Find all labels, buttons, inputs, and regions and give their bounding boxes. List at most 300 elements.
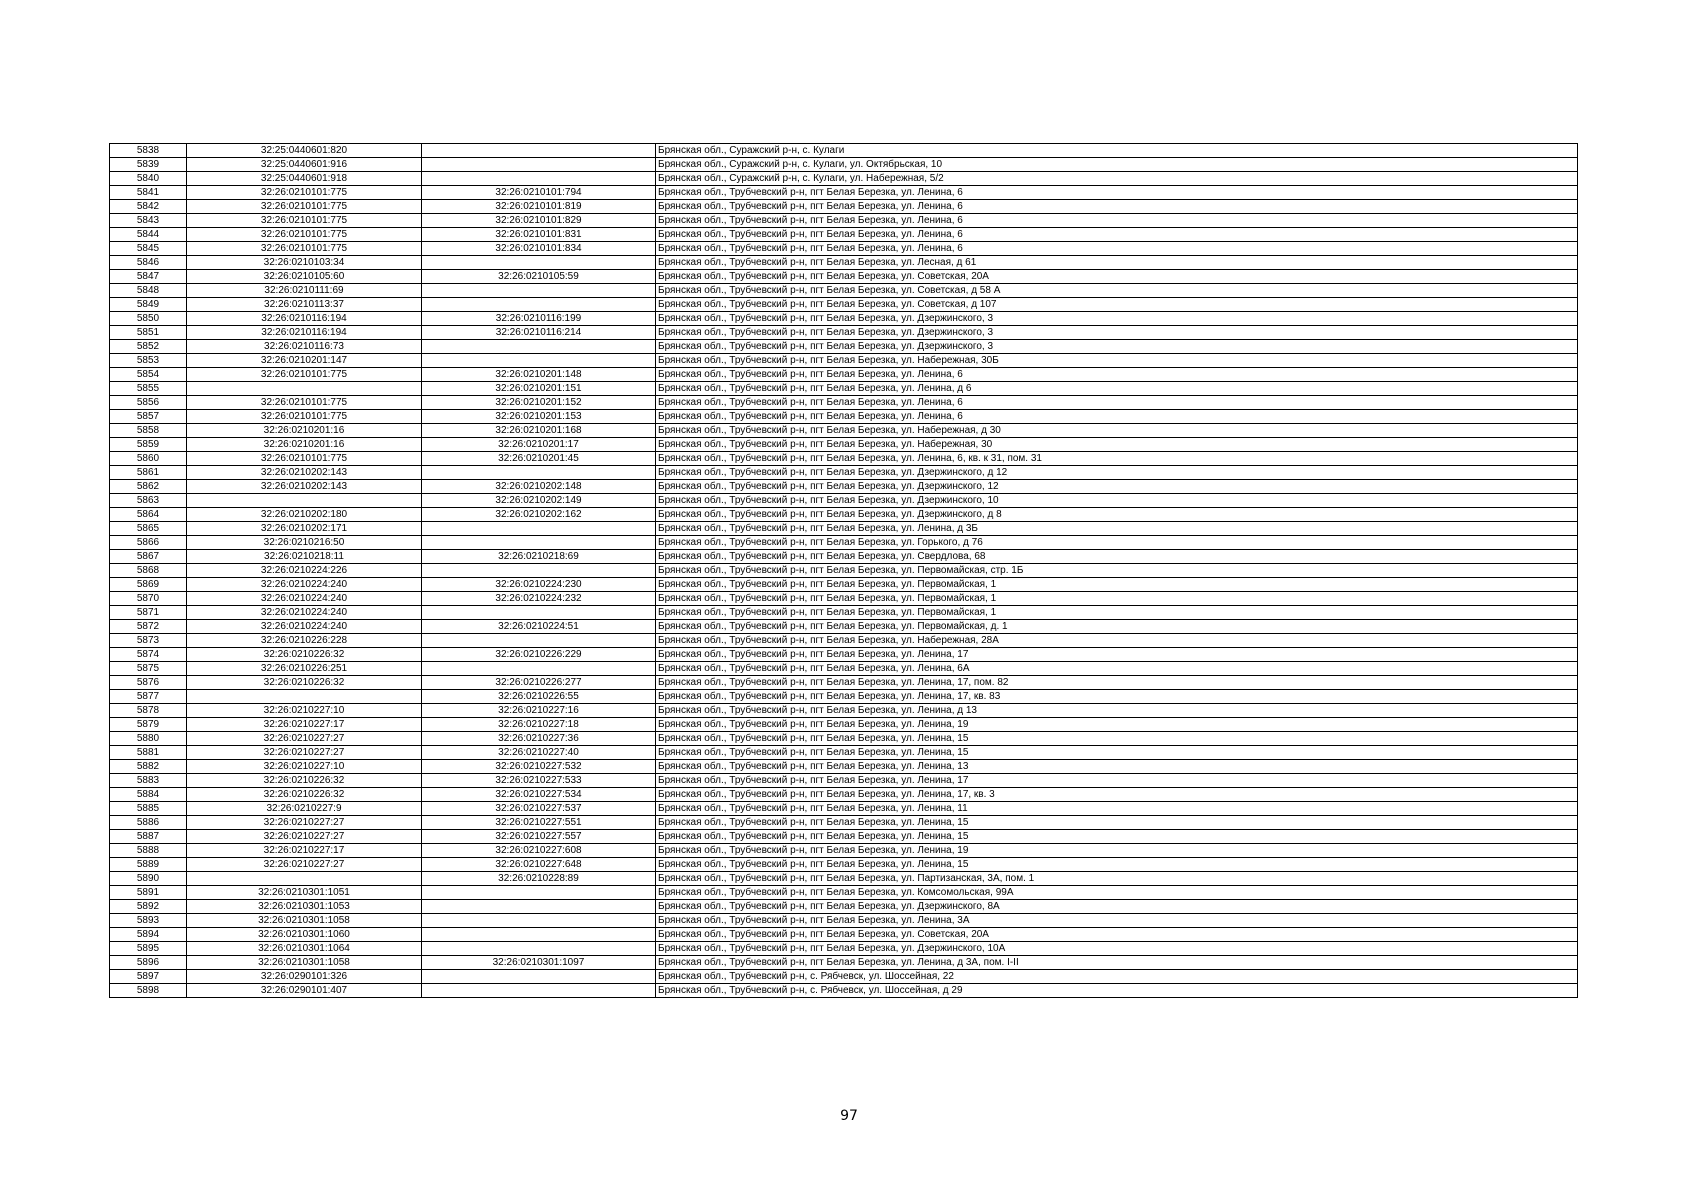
address-cell: Брянская обл., Трубчевский р-н, пгт Белая Березка, ул. Первомайская, 1 xyxy=(656,578,1578,592)
row-number-cell: 5838 xyxy=(110,144,187,158)
address-cell: Брянская обл., Трубчевский р-н, пгт Белая Березка, ул. Ленина, 15 xyxy=(656,858,1578,872)
table-row xyxy=(110,242,1578,256)
address-cell: Брянская обл., Трубчевский р-н, пгт Белая Березка, ул. Ленина, 17, кв. 3 xyxy=(656,788,1578,802)
row-number-cell: 5868 xyxy=(110,564,187,578)
table-row xyxy=(110,270,1578,284)
table-row xyxy=(110,312,1578,326)
address-cell: Брянская обл., Трубчевский р-н, пгт Белая Березка, ул. Набережная, 28А xyxy=(656,634,1578,648)
address-cell: Брянская обл., Трубчевский р-н, пгт Белая Березка, ул. Свердлова, 68 xyxy=(656,550,1578,564)
parent-cadastral-number-cell: 32:26:0210201:153 xyxy=(422,410,656,424)
cadastral-number-cell: 32:26:0210301:1051 xyxy=(187,886,422,900)
table-row xyxy=(110,214,1578,228)
table-body xyxy=(110,144,1578,998)
parent-cadastral-number-cell: 32:26:0210227:533 xyxy=(422,774,656,788)
parent-cadastral-number-cell xyxy=(422,144,656,158)
cadastral-number-cell: 32:26:0210201:16 xyxy=(187,438,422,452)
row-number-cell: 5843 xyxy=(110,214,187,228)
table-row xyxy=(110,942,1578,956)
cadastral-number-cell: 32:26:0210301:1060 xyxy=(187,928,422,942)
parent-cadastral-number-cell xyxy=(422,984,656,998)
cadastral-number-cell: 32:25:0440601:916 xyxy=(187,158,422,172)
table-row xyxy=(110,662,1578,676)
cadastral-number-cell: 32:26:0210224:240 xyxy=(187,592,422,606)
cadastral-number-cell: 32:26:0210301:1058 xyxy=(187,956,422,970)
table-row xyxy=(110,704,1578,718)
cadastral-number-cell: 32:26:0210202:180 xyxy=(187,508,422,522)
row-number-cell: 5886 xyxy=(110,816,187,830)
table-row xyxy=(110,886,1578,900)
row-number-cell: 5842 xyxy=(110,200,187,214)
table-row xyxy=(110,620,1578,634)
cadastral-number-cell: 32:26:0210226:251 xyxy=(187,662,422,676)
table-row xyxy=(110,438,1578,452)
table-row xyxy=(110,382,1578,396)
address-cell: Брянская обл., Трубчевский р-н, пгт Белая Березка, ул. Советская, д 107 xyxy=(656,298,1578,312)
cadastral-number-cell: 32:26:0210226:32 xyxy=(187,788,422,802)
address-cell: Брянская обл., Трубчевский р-н, пгт Белая Березка, ул. Дзержинского, 12 xyxy=(656,480,1578,494)
table-row xyxy=(110,410,1578,424)
parent-cadastral-number-cell xyxy=(422,942,656,956)
address-cell: Брянская обл., Трубчевский р-н, пгт Белая Березка, ул. Советская, 20А xyxy=(656,928,1578,942)
cadastral-number-cell: 32:26:0210202:143 xyxy=(187,466,422,480)
parent-cadastral-number-cell: 32:26:0210227:537 xyxy=(422,802,656,816)
row-number-cell: 5887 xyxy=(110,830,187,844)
address-cell: Брянская обл., Трубчевский р-н, пгт Белая Березка, ул. Ленина, 15 xyxy=(656,816,1578,830)
cadastral-number-cell: 32:26:0210116:194 xyxy=(187,312,422,326)
parent-cadastral-number-cell xyxy=(422,284,656,298)
row-number-cell: 5885 xyxy=(110,802,187,816)
cadastral-number-cell: 32:26:0210224:240 xyxy=(187,578,422,592)
cadastral-number-cell: 32:26:0210226:32 xyxy=(187,648,422,662)
row-number-cell: 5881 xyxy=(110,746,187,760)
address-cell: Брянская обл., Трубчевский р-н, пгт Белая Березка, ул. Ленина, 6А xyxy=(656,662,1578,676)
parent-cadastral-number-cell xyxy=(422,158,656,172)
row-number-cell: 5851 xyxy=(110,326,187,340)
cadastral-number-cell: 32:26:0210227:9 xyxy=(187,802,422,816)
parent-cadastral-number-cell xyxy=(422,298,656,312)
table-row xyxy=(110,354,1578,368)
parent-cadastral-number-cell: 32:26:0210226:277 xyxy=(422,676,656,690)
row-number-cell: 5857 xyxy=(110,410,187,424)
parent-cadastral-number-cell: 32:26:0210227:557 xyxy=(422,830,656,844)
cadastral-number-cell: 32:26:0210201:147 xyxy=(187,354,422,368)
table-row xyxy=(110,956,1578,970)
address-cell: Брянская обл., Суражский р-н, с. Кулаги, ул. Октябрьская, 10 xyxy=(656,158,1578,172)
cadastral-number-cell: 32:26:0210101:775 xyxy=(187,368,422,382)
row-number-cell: 5884 xyxy=(110,788,187,802)
address-cell: Брянская обл., Трубчевский р-н, пгт Белая Березка, ул. Ленина, 15 xyxy=(656,746,1578,760)
row-number-cell: 5883 xyxy=(110,774,187,788)
table-row xyxy=(110,914,1578,928)
row-number-cell: 5844 xyxy=(110,228,187,242)
cadastral-number-cell xyxy=(187,690,422,704)
table-row xyxy=(110,284,1578,298)
address-cell: Брянская обл., Трубчевский р-н, пгт Белая Березка, ул. Ленина, 17, кв. 83 xyxy=(656,690,1578,704)
cadastral-number-cell: 32:26:0290101:407 xyxy=(187,984,422,998)
address-cell: Брянская обл., Трубчевский р-н, пгт Белая Березка, ул. Комсомольская, 99А xyxy=(656,886,1578,900)
address-cell: Брянская обл., Трубчевский р-н, с. Рябчевск, ул. Шоссейная, д 29 xyxy=(656,984,1578,998)
parent-cadastral-number-cell: 32:26:0210101:819 xyxy=(422,200,656,214)
address-cell: Брянская обл., Трубчевский р-н, пгт Белая Березка, ул. Дзержинского, 10А xyxy=(656,942,1578,956)
row-number-cell: 5856 xyxy=(110,396,187,410)
address-cell: Брянская обл., Трубчевский р-н, пгт Белая Березка, ул. Ленина, д 3А, пом. I-II xyxy=(656,956,1578,970)
row-number-cell: 5852 xyxy=(110,340,187,354)
table-row xyxy=(110,368,1578,382)
cadastral-number-cell: 32:26:0210227:17 xyxy=(187,718,422,732)
table-row xyxy=(110,396,1578,410)
row-number-cell: 5876 xyxy=(110,676,187,690)
address-cell: Брянская обл., Трубчевский р-н, пгт Белая Березка, ул. Советская, 20А xyxy=(656,270,1578,284)
row-number-cell: 5895 xyxy=(110,942,187,956)
table-row xyxy=(110,900,1578,914)
address-cell: Брянская обл., Суражский р-н, с. Кулаги, ул. Набережная, 5/2 xyxy=(656,172,1578,186)
cadastral-number-cell: 32:26:0210101:775 xyxy=(187,214,422,228)
cadastral-number-cell xyxy=(187,872,422,886)
row-number-cell: 5882 xyxy=(110,760,187,774)
table-row xyxy=(110,802,1578,816)
table-row xyxy=(110,690,1578,704)
row-number-cell: 5850 xyxy=(110,312,187,326)
table-row xyxy=(110,550,1578,564)
cadastral-number-cell xyxy=(187,494,422,508)
table-row xyxy=(110,732,1578,746)
table-row xyxy=(110,466,1578,480)
cadastral-number-cell: 32:26:0210218:11 xyxy=(187,550,422,564)
address-cell: Брянская обл., Трубчевский р-н, пгт Белая Березка, ул. Ленина, 3А xyxy=(656,914,1578,928)
row-number-cell: 5880 xyxy=(110,732,187,746)
address-cell: Брянская обл., Трубчевский р-н, пгт Белая Березка, ул. Ленина, 6 xyxy=(656,186,1578,200)
row-number-cell: 5888 xyxy=(110,844,187,858)
cadastral-number-cell: 32:26:0210227:27 xyxy=(187,732,422,746)
address-cell: Брянская обл., Трубчевский р-н, пгт Белая Березка, ул. Ленина, 15 xyxy=(656,732,1578,746)
parent-cadastral-number-cell: 32:26:0210201:148 xyxy=(422,368,656,382)
table-row xyxy=(110,746,1578,760)
address-cell: Брянская обл., Трубчевский р-н, пгт Белая Березка, ул. Набережная, 30Б xyxy=(656,354,1578,368)
cadastral-number-cell: 32:26:0210227:10 xyxy=(187,760,422,774)
row-number-cell: 5891 xyxy=(110,886,187,900)
parent-cadastral-number-cell xyxy=(422,172,656,186)
row-number-cell: 5866 xyxy=(110,536,187,550)
table-row xyxy=(110,536,1578,550)
parent-cadastral-number-cell: 32:26:0210227:16 xyxy=(422,704,656,718)
table-row xyxy=(110,830,1578,844)
table-row xyxy=(110,858,1578,872)
address-cell: Брянская обл., Трубчевский р-н, пгт Белая Березка, ул. Первомайская, 1 xyxy=(656,592,1578,606)
row-number-cell: 5867 xyxy=(110,550,187,564)
address-cell: Брянская обл., Трубчевский р-н, пгт Белая Березка, ул. Первомайская, 1 xyxy=(656,606,1578,620)
address-cell: Брянская обл., Суражский р-н, с. Кулаги xyxy=(656,144,1578,158)
address-cell: Брянская обл., Трубчевский р-н, пгт Белая Березка, ул. Дзержинского, 3 xyxy=(656,312,1578,326)
row-number-cell: 5847 xyxy=(110,270,187,284)
parent-cadastral-number-cell xyxy=(422,536,656,550)
cadastral-number-cell: 32:26:0210227:27 xyxy=(187,746,422,760)
row-number-cell: 5875 xyxy=(110,662,187,676)
row-number-cell: 5863 xyxy=(110,494,187,508)
table-row xyxy=(110,326,1578,340)
address-cell: Брянская обл., Трубчевский р-н, пгт Белая Березка, ул. Горького, д 76 xyxy=(656,536,1578,550)
cadastral-number-cell: 32:26:0210116:73 xyxy=(187,340,422,354)
address-cell: Брянская обл., Трубчевский р-н, пгт Белая Березка, ул. Первомайская, стр. 1Б xyxy=(656,564,1578,578)
row-number-cell: 5871 xyxy=(110,606,187,620)
table-row xyxy=(110,774,1578,788)
table-row xyxy=(110,256,1578,270)
row-number-cell: 5873 xyxy=(110,634,187,648)
address-cell: Брянская обл., Трубчевский р-н, пгт Белая Березка, ул. Ленина, 15 xyxy=(656,830,1578,844)
cadastral-number-cell: 32:26:0210101:775 xyxy=(187,242,422,256)
row-number-cell: 5848 xyxy=(110,284,187,298)
cadastral-number-cell: 32:26:0210101:775 xyxy=(187,200,422,214)
address-cell: Брянская обл., Трубчевский р-н, пгт Белая Березка, ул. Ленина, д 3Б xyxy=(656,522,1578,536)
parent-cadastral-number-cell: 32:26:0210201:45 xyxy=(422,452,656,466)
address-cell: Брянская обл., Трубчевский р-н, с. Рябчевск, ул. Шоссейная, 22 xyxy=(656,970,1578,984)
row-number-cell: 5870 xyxy=(110,592,187,606)
table-row xyxy=(110,186,1578,200)
parent-cadastral-number-cell xyxy=(422,634,656,648)
address-cell: Брянская обл., Трубчевский р-н, пгт Белая Березка, ул. Ленина, 17, пом. 82 xyxy=(656,676,1578,690)
cadastral-number-cell: 32:26:0210226:32 xyxy=(187,676,422,690)
row-number-cell: 5860 xyxy=(110,452,187,466)
parent-cadastral-number-cell xyxy=(422,522,656,536)
table-row xyxy=(110,578,1578,592)
parent-cadastral-number-cell: 32:26:0210101:794 xyxy=(422,186,656,200)
row-number-cell: 5874 xyxy=(110,648,187,662)
parent-cadastral-number-cell: 32:26:0210226:229 xyxy=(422,648,656,662)
cadastral-number-cell: 32:26:0210224:240 xyxy=(187,606,422,620)
parent-cadastral-number-cell: 32:26:0210227:608 xyxy=(422,844,656,858)
parent-cadastral-number-cell: 32:26:0210201:152 xyxy=(422,396,656,410)
row-number-cell: 5854 xyxy=(110,368,187,382)
table-row xyxy=(110,970,1578,984)
parent-cadastral-number-cell: 32:26:0210227:532 xyxy=(422,760,656,774)
row-number-cell: 5853 xyxy=(110,354,187,368)
address-cell: Брянская обл., Трубчевский р-н, пгт Белая Березка, ул. Первомайская, д. 1 xyxy=(656,620,1578,634)
address-cell: Брянская обл., Трубчевский р-н, пгт Белая Березка, ул. Набережная, д 30 xyxy=(656,424,1578,438)
row-number-cell: 5841 xyxy=(110,186,187,200)
address-cell: Брянская обл., Трубчевский р-н, пгт Белая Березка, ул. Ленина, 6 xyxy=(656,396,1578,410)
row-number-cell: 5845 xyxy=(110,242,187,256)
cadastral-number-cell: 32:26:0210101:775 xyxy=(187,396,422,410)
cadastral-number-cell: 32:26:0210202:171 xyxy=(187,522,422,536)
parent-cadastral-number-cell xyxy=(422,914,656,928)
address-cell: Брянская обл., Трубчевский р-н, пгт Белая Березка, ул. Ленина, 13 xyxy=(656,760,1578,774)
parent-cadastral-number-cell: 32:26:0210224:51 xyxy=(422,620,656,634)
address-cell: Брянская обл., Трубчевский р-н, пгт Белая Березка, ул. Ленина, 6 xyxy=(656,368,1578,382)
row-number-cell: 5878 xyxy=(110,704,187,718)
address-cell: Брянская обл., Трубчевский р-н, пгт Белая Березка, ул. Дзержинского, 3 xyxy=(656,326,1578,340)
row-number-cell: 5877 xyxy=(110,690,187,704)
address-cell: Брянская обл., Трубчевский р-н, пгт Белая Березка, ул. Советская, д 58 А xyxy=(656,284,1578,298)
parent-cadastral-number-cell: 32:26:0210227:648 xyxy=(422,858,656,872)
address-cell: Брянская обл., Трубчевский р-н, пгт Белая Березка, ул. Ленина, 17 xyxy=(656,648,1578,662)
address-cell: Брянская обл., Трубчевский р-н, пгт Белая Березка, ул. Ленина, 19 xyxy=(656,718,1578,732)
table-row xyxy=(110,564,1578,578)
parent-cadastral-number-cell: 32:26:0210201:168 xyxy=(422,424,656,438)
parent-cadastral-number-cell: 32:26:0210224:230 xyxy=(422,578,656,592)
address-cell: Брянская обл., Трубчевский р-н, пгт Белая Березка, ул. Лесная, д 61 xyxy=(656,256,1578,270)
cadastral-number-cell: 32:26:0210103:34 xyxy=(187,256,422,270)
parent-cadastral-number-cell: 32:26:0210116:214 xyxy=(422,326,656,340)
table-row xyxy=(110,606,1578,620)
address-cell: Брянская обл., Трубчевский р-н, пгт Белая Березка, ул. Ленина, 6 xyxy=(656,242,1578,256)
cadastral-number-cell: 32:26:0210301:1058 xyxy=(187,914,422,928)
parent-cadastral-number-cell: 32:26:0210224:232 xyxy=(422,592,656,606)
row-number-cell: 5864 xyxy=(110,508,187,522)
cadastral-number-cell: 32:26:0210101:775 xyxy=(187,410,422,424)
row-number-cell: 5849 xyxy=(110,298,187,312)
cadastral-number-cell: 32:26:0210301:1053 xyxy=(187,900,422,914)
table-row xyxy=(110,480,1578,494)
table-row xyxy=(110,452,1578,466)
cadastral-number-cell: 32:26:0210201:16 xyxy=(187,424,422,438)
row-number-cell: 5846 xyxy=(110,256,187,270)
row-number-cell: 5879 xyxy=(110,718,187,732)
table-row xyxy=(110,172,1578,186)
parent-cadastral-number-cell: 32:26:0210101:834 xyxy=(422,242,656,256)
table-row xyxy=(110,298,1578,312)
parent-cadastral-number-cell: 32:26:0210101:831 xyxy=(422,228,656,242)
parent-cadastral-number-cell: 32:26:0210227:551 xyxy=(422,816,656,830)
row-number-cell: 5839 xyxy=(110,158,187,172)
table-row xyxy=(110,228,1578,242)
parent-cadastral-number-cell xyxy=(422,354,656,368)
row-number-cell: 5869 xyxy=(110,578,187,592)
property-registry-table xyxy=(109,143,1578,998)
cadastral-number-cell: 32:26:0210101:775 xyxy=(187,228,422,242)
table-row xyxy=(110,676,1578,690)
table-row xyxy=(110,508,1578,522)
address-cell: Брянская обл., Трубчевский р-н, пгт Белая Березка, ул. Ленина, 19 xyxy=(656,844,1578,858)
address-cell: Брянская обл., Трубчевский р-н, пгт Белая Березка, ул. Дзержинского, д 12 xyxy=(656,466,1578,480)
table-row xyxy=(110,648,1578,662)
parent-cadastral-number-cell xyxy=(422,466,656,480)
table-row xyxy=(110,718,1578,732)
row-number-cell: 5898 xyxy=(110,984,187,998)
row-number-cell: 5862 xyxy=(110,480,187,494)
parent-cadastral-number-cell: 32:26:0210227:40 xyxy=(422,746,656,760)
parent-cadastral-number-cell: 32:26:0210227:18 xyxy=(422,718,656,732)
cadastral-number-cell: 32:25:0440601:820 xyxy=(187,144,422,158)
cadastral-number-cell: 32:26:0210224:240 xyxy=(187,620,422,634)
cadastral-number-cell: 32:26:0210227:27 xyxy=(187,830,422,844)
page-number: 97 xyxy=(840,1108,858,1124)
parent-cadastral-number-cell xyxy=(422,662,656,676)
row-number-cell: 5890 xyxy=(110,872,187,886)
parent-cadastral-number-cell xyxy=(422,886,656,900)
address-cell: Брянская обл., Трубчевский р-н, пгт Белая Березка, ул. Ленина, 6 xyxy=(656,214,1578,228)
row-number-cell: 5894 xyxy=(110,928,187,942)
parent-cadastral-number-cell: 32:26:0210101:829 xyxy=(422,214,656,228)
table-row xyxy=(110,634,1578,648)
parent-cadastral-number-cell: 32:26:0210202:148 xyxy=(422,480,656,494)
parent-cadastral-number-cell: 32:26:0210228:89 xyxy=(422,872,656,886)
parent-cadastral-number-cell xyxy=(422,256,656,270)
cadastral-number-cell: 32:26:0210301:1064 xyxy=(187,942,422,956)
address-cell: Брянская обл., Трубчевский р-н, пгт Белая Березка, ул. Ленина, 6 xyxy=(656,200,1578,214)
parent-cadastral-number-cell: 32:26:0210202:162 xyxy=(422,508,656,522)
row-number-cell: 5892 xyxy=(110,900,187,914)
cadastral-number-cell: 32:26:0210216:50 xyxy=(187,536,422,550)
parent-cadastral-number-cell xyxy=(422,970,656,984)
row-number-cell: 5865 xyxy=(110,522,187,536)
parent-cadastral-number-cell: 32:26:0210116:199 xyxy=(422,312,656,326)
address-cell: Брянская обл., Трубчевский р-н, пгт Белая Березка, ул. Ленина, д 6 xyxy=(656,382,1578,396)
address-cell: Брянская обл., Трубчевский р-н, пгт Белая Березка, ул. Ленина, 17 xyxy=(656,774,1578,788)
row-number-cell: 5893 xyxy=(110,914,187,928)
cadastral-number-cell: 32:26:0210227:10 xyxy=(187,704,422,718)
row-number-cell: 5896 xyxy=(110,956,187,970)
row-number-cell: 5872 xyxy=(110,620,187,634)
cadastral-number-cell: 32:26:0210101:775 xyxy=(187,452,422,466)
table-row xyxy=(110,200,1578,214)
parent-cadastral-number-cell: 32:26:0210201:17 xyxy=(422,438,656,452)
parent-cadastral-number-cell: 32:26:0210201:151 xyxy=(422,382,656,396)
parent-cadastral-number-cell xyxy=(422,900,656,914)
parent-cadastral-number-cell xyxy=(422,340,656,354)
table-row xyxy=(110,158,1578,172)
table-row xyxy=(110,340,1578,354)
cadastral-number-cell: 32:26:0210105:60 xyxy=(187,270,422,284)
row-number-cell: 5840 xyxy=(110,172,187,186)
table-row xyxy=(110,424,1578,438)
cadastral-number-cell: 32:26:0210226:228 xyxy=(187,634,422,648)
cadastral-number-cell: 32:26:0210113:37 xyxy=(187,298,422,312)
cadastral-number-cell: 32:26:0210227:27 xyxy=(187,858,422,872)
table-row xyxy=(110,788,1578,802)
row-number-cell: 5861 xyxy=(110,466,187,480)
cadastral-number-cell: 32:26:0210111:69 xyxy=(187,284,422,298)
table-row xyxy=(110,760,1578,774)
address-cell: Брянская обл., Трубчевский р-н, пгт Белая Березка, ул. Ленина, 6 xyxy=(656,410,1578,424)
address-cell: Брянская обл., Трубчевский р-н, пгт Белая Березка, ул. Дзержинского, 3 xyxy=(656,340,1578,354)
parent-cadastral-number-cell: 32:26:0210227:534 xyxy=(422,788,656,802)
table-row xyxy=(110,844,1578,858)
parent-cadastral-number-cell: 32:26:0210218:69 xyxy=(422,550,656,564)
cadastral-number-cell: 32:26:0210101:775 xyxy=(187,186,422,200)
parent-cadastral-number-cell: 32:26:0210227:36 xyxy=(422,732,656,746)
parent-cadastral-number-cell: 32:26:0210226:55 xyxy=(422,690,656,704)
cadastral-number-cell: 32:26:0210224:226 xyxy=(187,564,422,578)
row-number-cell: 5855 xyxy=(110,382,187,396)
address-cell: Брянская обл., Трубчевский р-н, пгт Белая Березка, ул. Ленина, 6 xyxy=(656,228,1578,242)
cadastral-number-cell: 32:26:0210227:17 xyxy=(187,844,422,858)
address-cell: Брянская обл., Трубчевский р-н, пгт Белая Березка, ул. Дзержинского, 8А xyxy=(656,900,1578,914)
address-cell: Брянская обл., Трубчевский р-н, пгт Белая Березка, ул. Набережная, 30 xyxy=(656,438,1578,452)
table-row xyxy=(110,984,1578,998)
address-cell: Брянская обл., Трубчевский р-н, пгт Белая Березка, ул. Дзержинского, д 8 xyxy=(656,508,1578,522)
address-cell: Брянская обл., Трубчевский р-н, пгт Белая Березка, ул. Ленина, 6, кв. к 31, пом. 31 xyxy=(656,452,1578,466)
row-number-cell: 5858 xyxy=(110,424,187,438)
parent-cadastral-number-cell: 32:26:0210105:59 xyxy=(422,270,656,284)
table-row xyxy=(110,592,1578,606)
table-row xyxy=(110,816,1578,830)
address-cell: Брянская обл., Трубчевский р-н, пгт Белая Березка, ул. Дзержинского, 10 xyxy=(656,494,1578,508)
parent-cadastral-number-cell: 32:26:0210301:1097 xyxy=(422,956,656,970)
cadastral-number-cell: 32:26:0210226:32 xyxy=(187,774,422,788)
table-row xyxy=(110,872,1578,886)
cadastral-number-cell: 32:26:0290101:326 xyxy=(187,970,422,984)
table-row xyxy=(110,144,1578,158)
address-cell: Брянская обл., Трубчевский р-н, пгт Белая Березка, ул. Партизанская, 3А, пом. 1 xyxy=(656,872,1578,886)
table-row xyxy=(110,494,1578,508)
cadastral-number-cell: 32:25:0440601:918 xyxy=(187,172,422,186)
row-number-cell: 5889 xyxy=(110,858,187,872)
cadastral-number-cell: 32:26:0210227:27 xyxy=(187,816,422,830)
parent-cadastral-number-cell: 32:26:0210202:149 xyxy=(422,494,656,508)
row-number-cell: 5897 xyxy=(110,970,187,984)
row-number-cell: 5859 xyxy=(110,438,187,452)
parent-cadastral-number-cell xyxy=(422,928,656,942)
table-row xyxy=(110,928,1578,942)
